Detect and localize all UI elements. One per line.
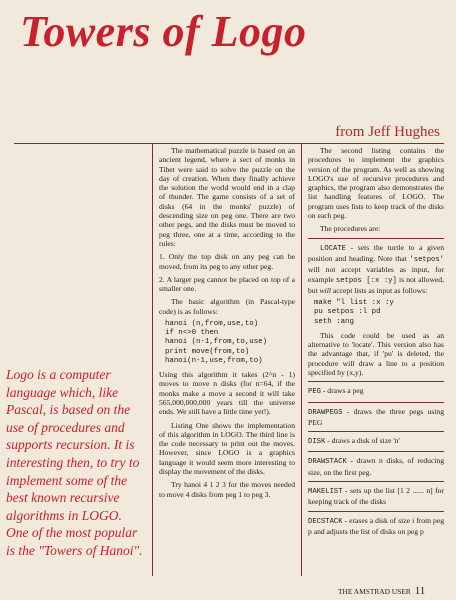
procedure-name: MAKELIST	[308, 488, 343, 497]
procedure-peg: PEG - draws a peg	[308, 386, 364, 397]
divider	[308, 238, 444, 239]
page-number: 11	[414, 585, 426, 597]
procedure-name: DISK	[308, 438, 326, 447]
paragraph: The second listing contains the procedures to implement the graphics version of the program. As well as showing LOGO's use of recursive procedures and graphics, the program also demonstrates the list handling features of LOGO. The program uses lists to keep track of the disks on each peg.	[308, 146, 444, 221]
author-byline: from Jeff Hughes	[335, 124, 440, 140]
paragraph: This code could be used as an alternative to 'locate'. This version also has the advantage that, if 'pu' is deleted, the procedure will draw a line to a position specified by (x,y).	[308, 330, 444, 377]
code-listing: hanoi (n,from,use,to) if n<>0 then hanoi (n-1,from,to,use) print move(from,to) hanoi(n-1,use,from,to)	[165, 320, 268, 365]
article-column-2	[308, 146, 444, 540]
paragraph: The mathematical puzzle is based on an ancient legend, where a sect of monks in Tibet were said to solve the puzzle on the day of creation. When they finally achieve the solution the world would end in a clap of thunder. The game consists of a set of disks (64 in the monks' puzzle) of descending size on peg one. There are two other pegs, and the disks must be moved to peg three, one at a time, according to the rules:	[159, 146, 295, 248]
procedure-name: PEG	[308, 388, 321, 397]
rule-item: 2. A larger peg cannot be placed on top of a smaller one.	[159, 274, 295, 294]
divider	[308, 381, 444, 382]
procedure-makelist: MAKELIST - sets up the list [1 2 ...... n] for keeping track of the disks	[308, 486, 444, 507]
rule-item: 1. Only the top disk on any peg can be moved, from its peg to any other peg.	[159, 252, 295, 271]
paragraph: Try hanoi 4 1 2 3 for the moves needed to move 4 disks from peg 1 to peg 3.	[159, 480, 295, 499]
procedure-drawpegs: DRAWPEGS - draws the three pegs using PEG	[308, 406, 444, 427]
divider	[308, 481, 444, 482]
procedure-locate: LOCATE - sets the turtle to a given position and heading. Note that 'setpos' will not accept variables as input, for example setpos [:x :y] is not allowed, but will accept lists as input as follows:	[308, 242, 445, 295]
divider	[308, 511, 444, 512]
paragraph: Using this algorithm it takes (2^n - 1) moves to move n disks (for n=64, if the monks make a move a second it will take 565,000,000,000 years till the universe ends. We still have a little time yet!).	[159, 370, 295, 417]
paragraph: The procedures are:	[320, 224, 381, 234]
divider	[308, 402, 444, 403]
pull-quote-text: One of the most popular is the "Towers of Hanoi".	[6, 525, 143, 558]
paragraph: Listing One shows the implementation of this algorithm in LOGO. The third line is the code necessary to print out the moves. However, since LOGO is a graphics language it would seem more interesting to display the movement of the disks.	[159, 420, 295, 477]
procedure-name: DRAWSTACK	[308, 458, 347, 467]
page-footer	[338, 585, 425, 597]
article-title: Towers of Logo	[20, 7, 307, 56]
article-column-1	[159, 146, 295, 503]
procedure-name: LOCATE	[320, 244, 346, 253]
header-rule	[14, 143, 444, 144]
paragraph: The basic algorithm (in Pascal-type code) is as follows:	[159, 297, 295, 316]
divider	[308, 431, 444, 432]
code-listing: make "l list :x :y pu setpos :l pd seth :ang	[314, 299, 394, 326]
procedure-name: DECSTACK	[308, 517, 343, 526]
divider	[308, 451, 444, 452]
procedure-name: DRAWPEGS	[308, 408, 343, 417]
magazine-name: THE AMSTRAD USER	[338, 587, 411, 596]
procedure-decstack: DECSTACK - erases a disk of size i from peg p and adjusts the list of disks on peg p	[308, 515, 444, 536]
pull-quote-text: Logo is a computer language which, like Pascal, is based on the use of procedures and supports recursion. It is interesting then, to try to implement some of the best known recursive algorithms in LOGO.	[6, 367, 140, 523]
procedure-drawstack: DRAWSTACK - drawn n disks, of reducing size, on the first peg.	[308, 456, 444, 477]
column-divider-right	[301, 143, 302, 576]
column-divider-left	[152, 143, 153, 576]
procedure-disk: DISK - draws a disk of size 'n'	[308, 436, 400, 447]
pull-quote	[6, 366, 148, 560]
